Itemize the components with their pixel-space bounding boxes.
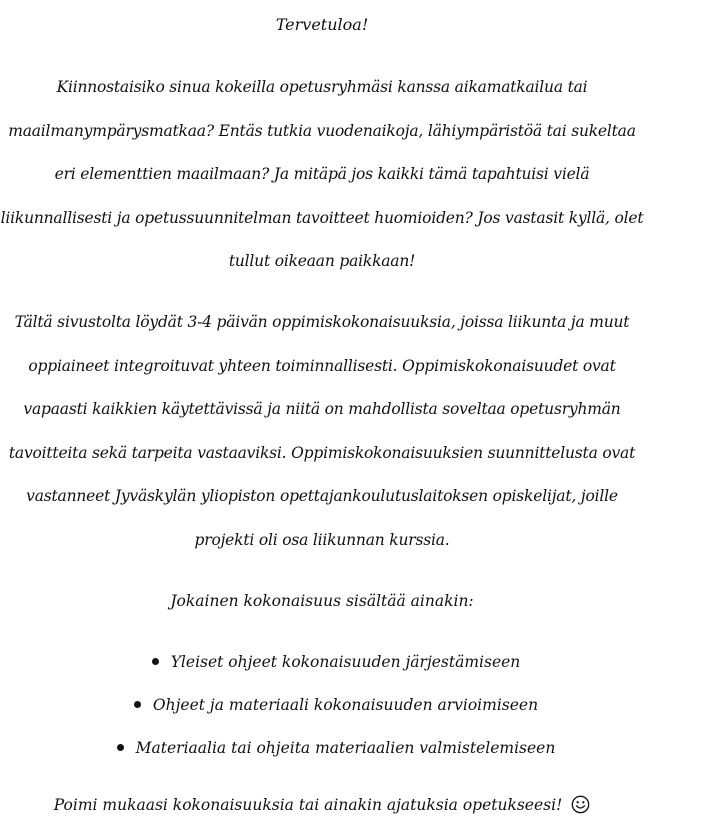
bullet-icon: [152, 658, 159, 665]
list-item-text: Materiaalia tai ohjeita materiaalien valmistelemiseen: [135, 739, 556, 757]
closing-line: [0, 790, 644, 824]
contents-list: [0, 646, 672, 775]
page-title: Tervetuloa!: [275, 15, 369, 34]
list-item-text: Ohjeet ja materiaali kokonaisuuden arvioimiseen: [152, 696, 539, 714]
closing-text: Poimi mukaasi kokonaisuuksia tai ainakin ajatuksia opetukseesi!: [53, 796, 563, 814]
smiley-face-icon: [571, 794, 590, 824]
list-item: [0, 646, 672, 689]
bullet-icon: [117, 744, 124, 751]
bullet-icon: [134, 701, 141, 708]
list-item-text: Yleiset ohjeet kokonaisuuden järjestämiseen: [170, 653, 521, 671]
list-intro: Jokainen kokonaisuus sisältää ainakin:: [170, 592, 474, 610]
description-paragraph: Tältä sivustolta löydät 3-4 päivän oppimiskokonaisuuksia, joissa liikunta ja muut oppiaineet integroituvat yhteen toiminnallisesti. Oppimiskokonaisuudet ovat vapaasti kaikkien käytettävissä ja niitä on mahdollista soveltaa opetusryhmän tavoitteita sekä tarpeita vastaaviksi. Oppimiskokonaisuuksien suunnittelusta ovat vastanneet Jyväskylän yliopiston opettajankoulutuslaitoksen opiskelijat, joille projekti oli osa liikunnan kurssia.: [8, 313, 636, 549]
intro-paragraph: Kiinnostaisiko sinua kokeilla opetusryhmäsi kanssa aikamatkailua tai maailmanympärysmatkaa? Entäs tutkia vuodenaikoja, lähiympäristöä tai sukeltaa eri elementtien maailmaan? Ja mitäpä jos kaikki tämä tapahtuisi vielä liikunnallisesti ja opetussuunnitelman tavoitteet huomioiden? Jos vastasit kyllä, olet tullut oikeaan paikkaan!: [0, 78, 644, 270]
list-item: [0, 689, 672, 732]
list-item: [0, 732, 672, 775]
